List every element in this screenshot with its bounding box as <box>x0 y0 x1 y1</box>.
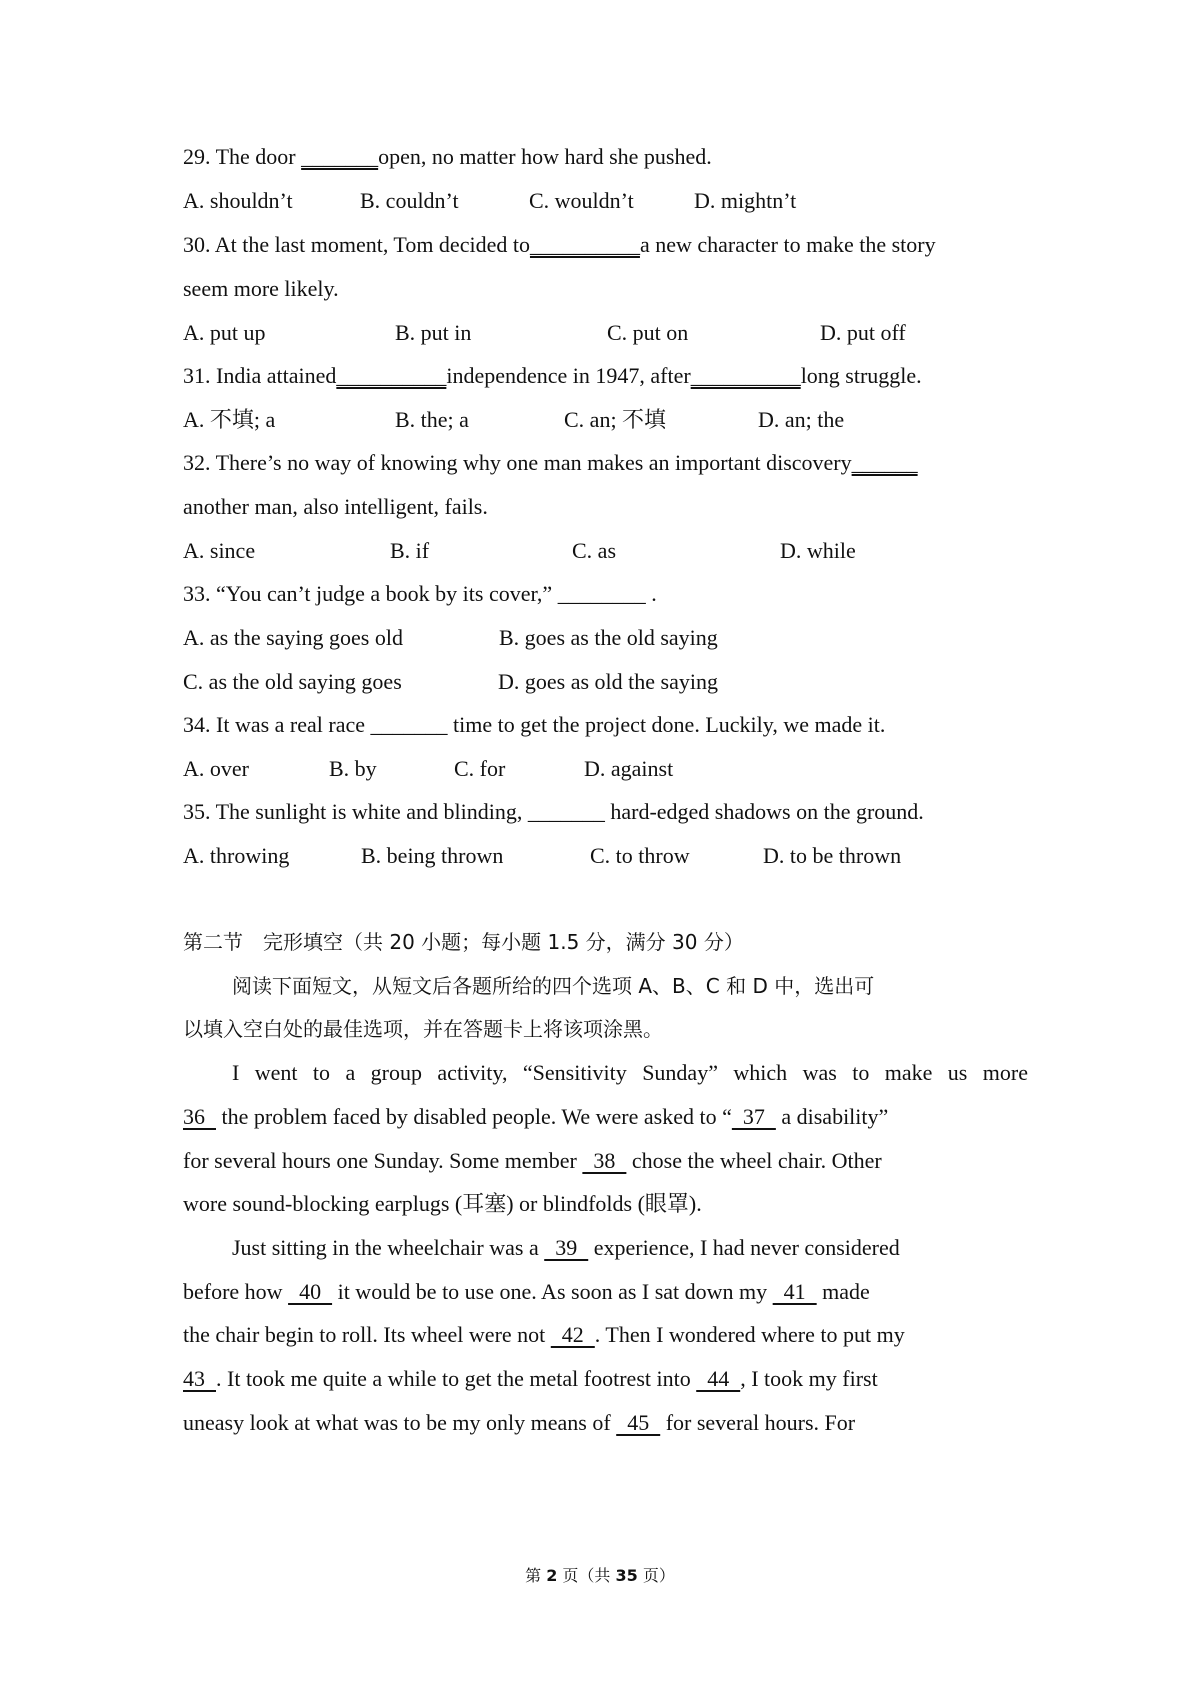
passage-text: , I took my first <box>740 1366 878 1391</box>
q29-text-start: 29. The door <box>183 144 302 169</box>
passage-p1-line-3 <box>183 1146 1028 1176</box>
passage-p2-line-4 <box>183 1364 1028 1394</box>
passage-text: experience, I had never considered <box>588 1235 900 1260</box>
q34-option-a: A. over <box>183 756 249 781</box>
question-35: 35. The sunlight is white and blinding, _______ hard-edged shadows on the ground. <box>183 799 924 824</box>
q32-option-b: B. if <box>390 538 430 563</box>
q29-blank: _______ <box>301 144 379 169</box>
q29-option-b: B. couldn’t <box>360 188 459 213</box>
blank-39: 39 <box>544 1235 589 1260</box>
passage-text: the chair begin to roll. Its wheel were not <box>183 1322 551 1347</box>
passage-p1-line-2 <box>183 1102 1028 1132</box>
question-32 <box>183 448 1028 478</box>
q29-option-a: A. shouldn’t <box>183 188 293 213</box>
q30-option-d: D. put off <box>820 320 906 345</box>
passage-p2-line-2 <box>183 1277 1028 1307</box>
question-30 <box>183 230 1028 260</box>
footer-text: 第 <box>525 1566 547 1585</box>
passage-text: a disability” <box>775 1104 889 1129</box>
blank-43: 43 <box>183 1366 216 1391</box>
section-title: 第二节 完形填空（共 20 小题；每小题 1.5 分，满分 30 分） <box>183 930 744 954</box>
q31-option-a: A. 不填; a <box>183 407 276 432</box>
passage-p2-line-1 <box>183 1233 1028 1263</box>
q31-text-middle: independence in 1947, after <box>446 363 691 388</box>
q29-option-d: D. mightn’t <box>694 188 797 213</box>
section-instructions-line-1 <box>183 971 1028 1001</box>
q34-option-b: B. by <box>329 756 377 781</box>
q29-option-c: C. wouldn’t <box>529 188 634 213</box>
q31-text-end: long struggle. <box>800 363 922 388</box>
question-29 <box>183 142 1028 172</box>
q32-option-a: A. since <box>183 538 256 563</box>
q31-blank-2: __________ <box>690 363 801 388</box>
q34-option-d: D. against <box>584 756 674 781</box>
q30-option-a: A. put up <box>183 320 266 345</box>
blank-40: 40 <box>288 1279 333 1304</box>
passage-text: the problem faced by disabled people. We were asked to “ <box>216 1104 732 1129</box>
q30-text-start: 30. At the last moment, Tom decided to <box>183 232 530 257</box>
blank-38: 38 <box>582 1148 627 1173</box>
passage-text: uneasy look at what was to be my only means of <box>183 1410 617 1435</box>
q32-blank: ______ <box>851 450 918 475</box>
page-footer <box>0 1563 1200 1586</box>
passage-p1-line-4: wore sound-blocking earplugs (耳塞) or blindfolds (眼罩). <box>183 1191 702 1216</box>
q34-option-c: C. for <box>454 756 506 781</box>
passage-text: before how <box>183 1279 289 1304</box>
blank-37: 37 <box>731 1104 776 1129</box>
question-33: 33. “You can’t judge a book by its cover,” ________ . <box>183 581 657 606</box>
question-34: 34. It was a real race _______ time to get the project done. Luckily, we made it. <box>183 712 886 737</box>
instruction-text-1: 阅读下面短文，从短文后各题所给的四个选项 A、B、C 和 D 中，选出可 <box>232 974 875 998</box>
q30-blank: __________ <box>529 232 640 257</box>
q35-option-d: D. to be thrown <box>763 843 902 868</box>
passage-text: made <box>816 1279 870 1304</box>
q35-option-a: A. throwing <box>183 843 290 868</box>
question-31 <box>183 361 1028 391</box>
q33-option-c: C. as the old saying goes <box>183 669 402 694</box>
q32-text-continued: another man, also intelligent, fails. <box>183 494 488 519</box>
footer-text: 页（共 <box>557 1566 616 1585</box>
q31-option-c: C. an; 不填 <box>564 407 667 432</box>
passage-p2-line-3 <box>183 1320 1028 1350</box>
total-pages: 35 <box>615 1566 638 1585</box>
q30-text-continued: seem more likely. <box>183 276 339 301</box>
q35-option-c: C. to throw <box>590 843 690 868</box>
passage-p2-line-5 <box>183 1408 1028 1438</box>
q32-text-start: 32. There’s no way of knowing why one man makes an important discovery <box>183 450 852 475</box>
passage-text: . It took me quite a while to get the metal footrest into <box>216 1366 697 1391</box>
passage-text: Just sitting in the wheelchair was a <box>232 1235 545 1260</box>
q32-option-c: C. as <box>572 538 616 563</box>
section-instructions-line-2: 以填入空白处的最佳选项，并在答题卡上将该项涂黑。 <box>183 1017 663 1041</box>
current-page-number: 2 <box>546 1566 558 1585</box>
blank-36: 36 <box>183 1104 216 1129</box>
q30-option-b: B. put in <box>395 320 472 345</box>
q35-option-b: B. being thrown <box>361 843 504 868</box>
passage-text: for several hours. For <box>660 1410 856 1435</box>
blank-44: 44 <box>696 1366 741 1391</box>
q33-option-b: B. goes as the old saying <box>499 625 718 650</box>
q32-option-d: D. while <box>780 538 856 563</box>
q31-option-d: D. an; the <box>758 407 845 432</box>
passage-text: chose the wheel chair. Other <box>626 1148 882 1173</box>
q30-text-end: a new character to make the story <box>639 232 936 257</box>
passage-text: for several hours one Sunday. Some member <box>183 1148 583 1173</box>
q33-option-d: D. goes as old the saying <box>498 669 718 694</box>
q30-option-c: C. put on <box>607 320 689 345</box>
blank-42: 42 <box>550 1322 595 1347</box>
blank-45: 45 <box>616 1410 661 1435</box>
passage-p1-line-1: I went to a group activity, “Sensitivity Sunday” which was to make us more <box>232 1060 1028 1085</box>
footer-text: 页） <box>637 1566 675 1585</box>
passage-text: . Then I wondered where to put my <box>594 1322 905 1347</box>
q31-blank-1: __________ <box>336 363 447 388</box>
q31-option-b: B. the; a <box>395 407 469 432</box>
passage-text: it would be to use one. As soon as I sat down my <box>332 1279 773 1304</box>
q29-text-end: open, no matter how hard she pushed. <box>378 144 712 169</box>
q33-option-a: A. as the saying goes old <box>183 625 403 650</box>
blank-41: 41 <box>772 1279 817 1304</box>
q31-text-start: 31. India attained <box>183 363 337 388</box>
